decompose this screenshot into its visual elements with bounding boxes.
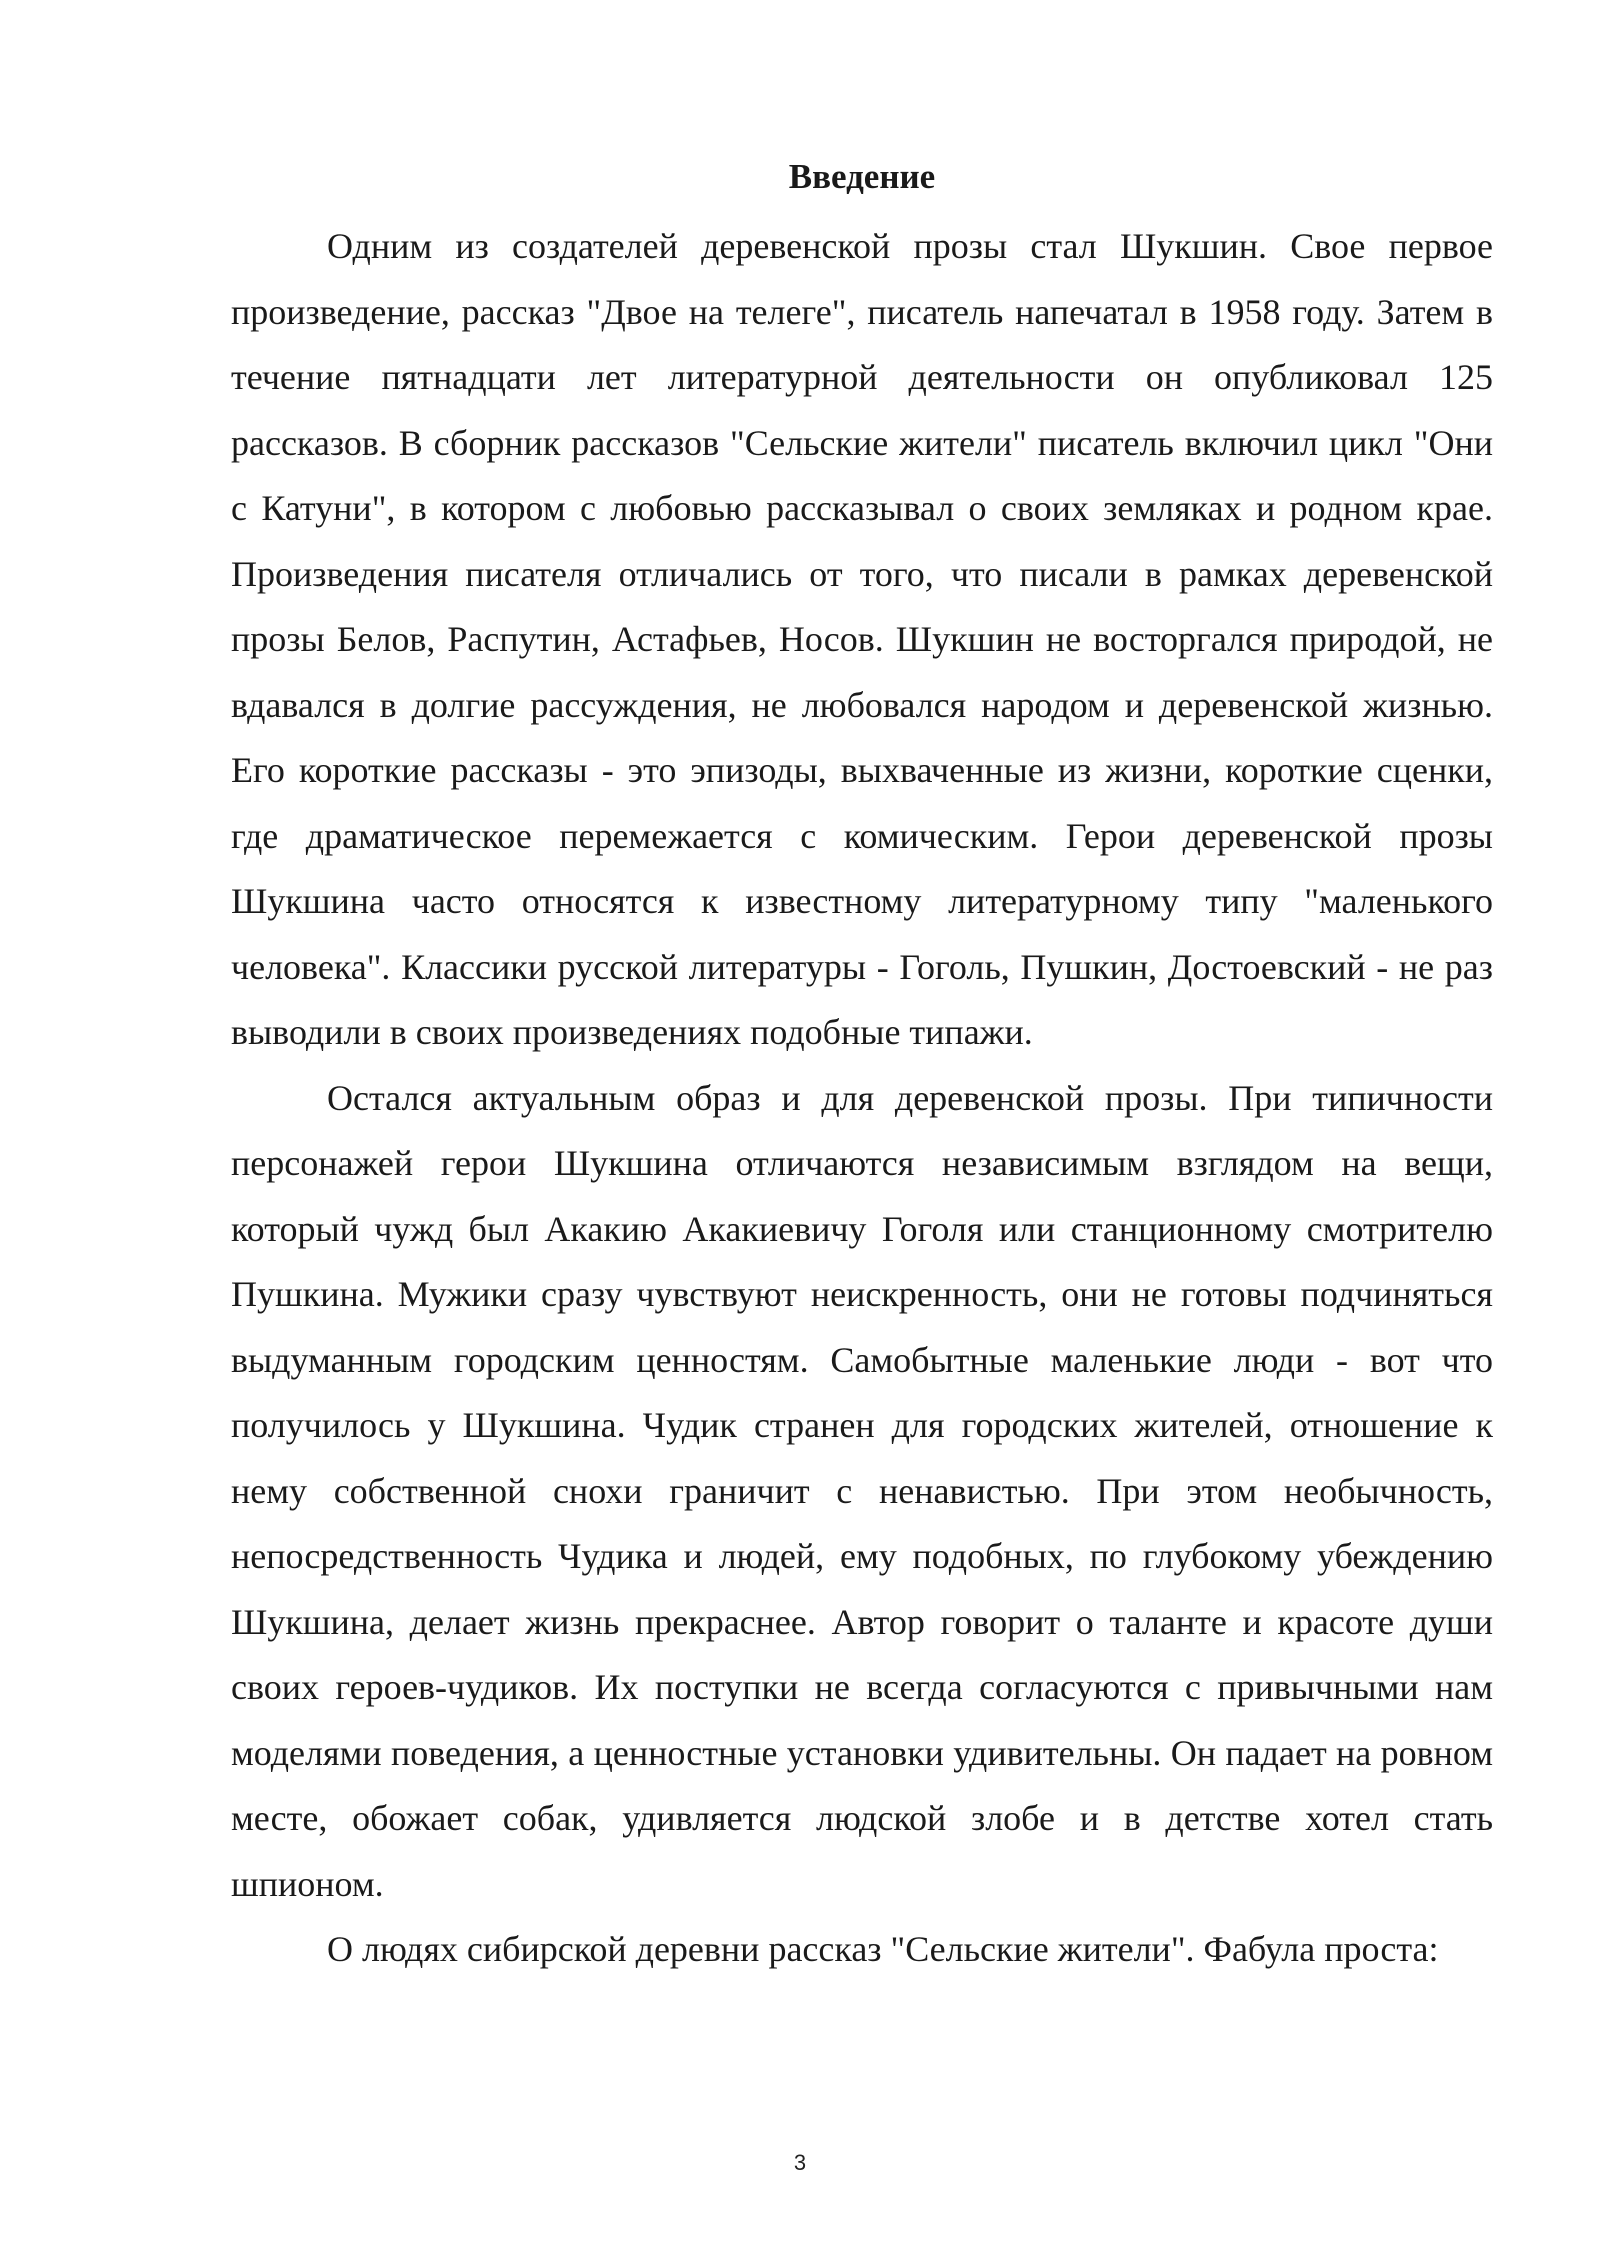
paragraph-3: О людях сибирской деревни рассказ "Сельские жители". Фабула проста: [327,1929,1439,1969]
paragraph-1: Одним из создателей деревенской прозы стал Шукшин. Свое первое произведение, рассказ "Двое на телеге", писатель напечатал в 1958 году. Затем в течение пятнадцати лет литературной деятельности он опубликовал 125 рассказов. В сборник рассказов "Сельские жители" писатель включил цикл "Они с Катуни", в котором с любовью рассказывал о своих земляках и родном крае. Произведения писателя отличались от того, что писали в рамках деревенской прозы Белов, Распутин, Астафьев, Носов. Шукшин не восторгался природой, не вдавался в долгие рассуждения, не любовался народом и деревенской жизнью. Его короткие рассказы - это эпизоды, выхваченные из жизни, короткие сценки, где драматическое перемежается с комическим. Герои деревенской прозы Шукшина часто относятся к известному литературному типу "маленького человека". Классики русской литературы - Гоголь, Пушкин, Достоевский - не раз выводили в своих произведениях подобные типажи. [231,226,1493,1052]
page-number: 3 [793,2150,807,2175]
paragraph-2: Остался актуальным образ и для деревенской прозы. При типичности персонажей герои Шукшина отличаются независимым взглядом на вещи, который чужд был Акакию Акакиевичу Гоголя или станционному смотрителю Пушкина. Мужики сразу чувствуют неискренность, они не готовы подчиняться выдуманным городским ценностям. Самобытные маленькие люди - вот что получилось у Шукшина. Чудик странен для городских жителей, отношение к нему собственной снохи граничит с ненавистью. При этом необычность, непосредственность Чудика и людей, ему подобных, по глубокому убеждению Шукшина, делает жизнь прекраснее. Автор говорит о таланте и красоте души своих героев-чудиков. Их поступки не всегда согласуются с привычными нам моделями поведения, а ценностные установки удивительны. Он падает на ровном месте, обожает собак, удивляется людской злобе и в детстве хотел стать шпионом. [231,1077,1493,1904]
document-body [231,152,1493,1983]
section-heading: Введение [788,157,936,196]
